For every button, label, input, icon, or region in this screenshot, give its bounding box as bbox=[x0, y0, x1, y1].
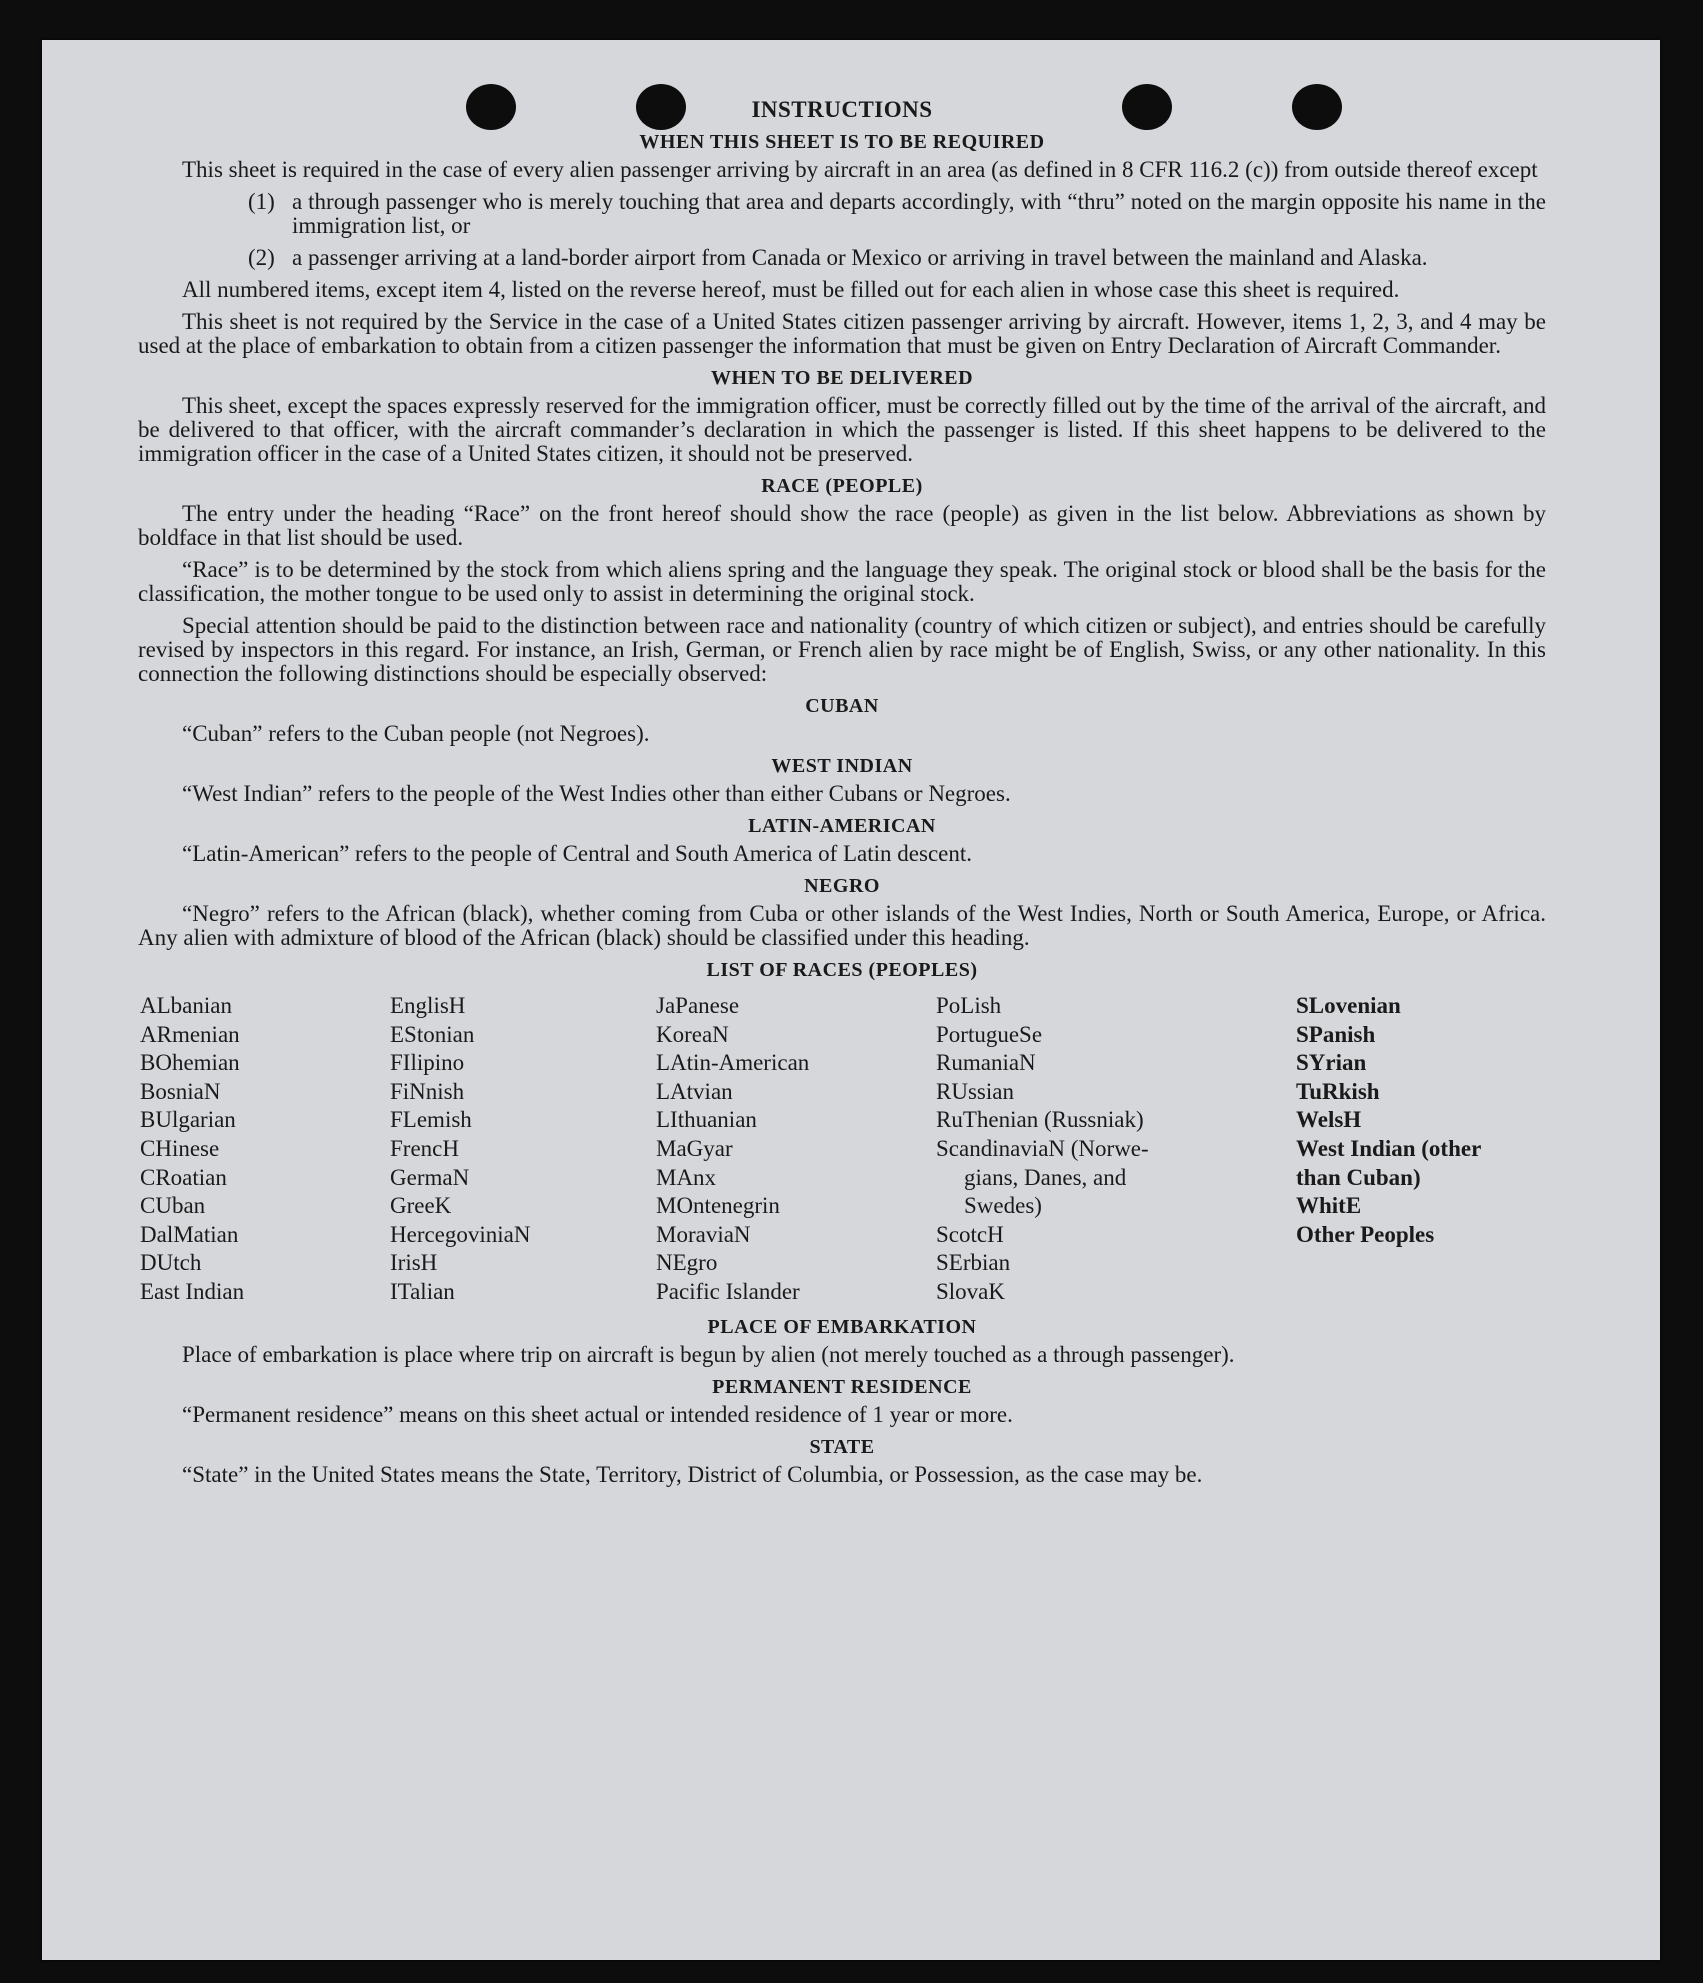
section-heading: WHEN TO BE DELIVERED bbox=[710, 367, 974, 389]
section-heading: WHEN THIS SHEET IS TO BE REQUIRED bbox=[639, 131, 1045, 153]
section-heading: CUBAN bbox=[805, 695, 879, 717]
race-column bbox=[656, 992, 936, 1307]
paragraph: “Race” is to be determined by the stock from which aliens spring and the language they speak. The original stock or blood shall be the basis for the classification, the mother tongue to be used only to assist in determining the original stock. bbox=[138, 557, 1546, 606]
race-list bbox=[140, 992, 1546, 1307]
race-column bbox=[390, 992, 656, 1307]
race-entry: MOntenegrin bbox=[656, 1193, 780, 1219]
race-entry: GermaN bbox=[390, 1164, 470, 1190]
paragraph: Place of embarkation is place where trip on aircraft is begun by alien (not merely touched as a through passenger). bbox=[182, 1341, 1235, 1367]
race-entry: FLemish bbox=[390, 1107, 472, 1133]
race-entry: WelsH bbox=[1296, 1107, 1362, 1133]
race-entry: EStonian bbox=[390, 1021, 475, 1047]
exception-item bbox=[248, 246, 1546, 270]
section-heading: LATIN-AMERICAN bbox=[748, 815, 936, 837]
race-entry: West Indian (other bbox=[1296, 1135, 1482, 1161]
instructions-content bbox=[138, 98, 1546, 1495]
race-entry: SErbian bbox=[936, 1250, 1011, 1276]
race-entry: IrisH bbox=[390, 1250, 438, 1276]
race-entry: ScandinaviaN (Norwe- bbox=[936, 1135, 1149, 1161]
race-entry: CUban bbox=[140, 1193, 206, 1219]
race-entry: Other Peoples bbox=[1296, 1221, 1435, 1247]
race-entry: WhitE bbox=[1296, 1193, 1362, 1219]
section-heading: LIST OF RACES (PEOPLES) bbox=[706, 959, 978, 981]
paragraph: “Latin-American” refers to the people of Central and South America of Latin descent. bbox=[182, 841, 972, 866]
paragraph: “Permanent residence” means on this sheet actual or intended residence of 1 year or more. bbox=[182, 1401, 1013, 1427]
race-entry: DalMatian bbox=[140, 1221, 239, 1247]
race-entry: PortugueSe bbox=[936, 1021, 1043, 1047]
document-sheet bbox=[42, 40, 1660, 1960]
paragraph: “State” in the United States means the State, Territory, District of Columbia, or Possession, as the case may be. bbox=[182, 1461, 1203, 1487]
race-entry: JaPanese bbox=[656, 993, 740, 1018]
item-text: a through passenger who is merely touching that area and departs accordingly, with “thru” noted on the margin opposite his name in the immigration list, or bbox=[292, 189, 1546, 238]
race-entry: gians, Danes, and bbox=[964, 1164, 1127, 1190]
page-title: INSTRUCTIONS bbox=[751, 97, 933, 122]
race-entry: RumaniaN bbox=[936, 1050, 1036, 1076]
race-entry: ScotcH bbox=[936, 1221, 1004, 1247]
race-entry: RUssian bbox=[936, 1078, 1014, 1104]
section-heading: PLACE OF EMBARKATION bbox=[707, 1315, 977, 1338]
race-entry: SYrian bbox=[1296, 1050, 1367, 1076]
section-heading: PERMANENT RESIDENCE bbox=[712, 1375, 972, 1398]
race-entry: SLovenian bbox=[1296, 993, 1401, 1018]
section-heading: RACE (PEOPLE) bbox=[761, 475, 923, 497]
paragraph: “Negro” refers to the African (black), whether coming from Cuba or other islands of the West Indies, North or South America, Europe, or Africa. Any alien with admixture of blood of the African (black) should be classified under this heading. bbox=[138, 901, 1546, 950]
race-entry: LIthuanian bbox=[656, 1107, 757, 1133]
race-entry: HercegoviniaN bbox=[390, 1221, 531, 1247]
item-number: (2) bbox=[248, 245, 275, 270]
race-entry: FiNnish bbox=[390, 1078, 465, 1104]
race-entry: MoraviaN bbox=[656, 1221, 751, 1247]
race-entry: PoLish bbox=[936, 993, 1002, 1018]
race-entry: CRoatian bbox=[140, 1164, 227, 1190]
paragraph: Special attention should be paid to the distinction between race and nationality (country of which citizen or subject), and entries should be carefully revised by inspectors in this regard. For instance, an Irish, German, or French alien by race might be of English, Swiss, or any other nationality. In this connection the following distinctions should be especially observed: bbox=[138, 613, 1546, 686]
race-entry: LAtvian bbox=[656, 1078, 733, 1104]
race-entry: ALbanian bbox=[140, 993, 232, 1018]
race-entry: Swedes) bbox=[964, 1193, 1042, 1219]
race-entry: MAnx bbox=[656, 1164, 717, 1190]
paragraph: This sheet, except the spaces expressly reserved for the immigration officer, must be correctly filled out by the time of the arrival of the aircraft, and be delivered to that officer, with the aircraft commander’s declaration in which the passenger is listed. If this sheet happens to be delivered to the immigration officer in the case of a United States citizen, it should not be preserved. bbox=[138, 393, 1546, 466]
section-heading: WEST INDIAN bbox=[771, 755, 913, 777]
paragraph: All numbered items, except item 4, listed on the reverse hereof, must be filled out for each alien in whose case this sheet is required. bbox=[182, 277, 1400, 302]
race-entry: SPanish bbox=[1296, 1021, 1376, 1047]
race-entry: EnglisH bbox=[390, 993, 466, 1018]
race-entry: BosniaN bbox=[140, 1078, 221, 1104]
paragraph: This sheet is not required by the Service in the case of a United States citizen passenger arriving by aircraft. However, items 1, 2, 3, and 4 may be used at the place of embarkation to obtain from a citizen passenger the information that must be given on Entry Declaration of Aircraft Commander. bbox=[138, 309, 1546, 358]
race-entry: ITalian bbox=[390, 1278, 455, 1304]
race-entry: Pacific Islander bbox=[656, 1278, 800, 1304]
race-entry: than Cuban) bbox=[1296, 1164, 1421, 1190]
race-entry: ARmenian bbox=[140, 1021, 240, 1047]
race-entry: LAtin-American bbox=[656, 1050, 810, 1076]
race-entry: BUlgarian bbox=[140, 1107, 236, 1133]
paragraph: “West Indian” refers to the people of the West Indies other than either Cubans or Negroes. bbox=[182, 781, 1011, 806]
race-entry: KoreaN bbox=[656, 1021, 729, 1047]
section-heading: STATE bbox=[809, 1435, 875, 1458]
item-text: a passenger arriving at a land-border airport from Canada or Mexico or arriving in travel between the mainland and Alaska. bbox=[292, 245, 1428, 270]
exception-item bbox=[248, 190, 1546, 238]
race-entry: East Indian bbox=[140, 1278, 245, 1304]
paragraph: The entry under the heading “Race” on the front hereof should show the race (people) as given in the list below. Abbreviations as shown by boldface in that list should be used. bbox=[138, 501, 1546, 550]
race-entry: MaGyar bbox=[656, 1135, 733, 1161]
race-entry: BOhemian bbox=[140, 1050, 240, 1076]
paragraph: This sheet is required in the case of every alien passenger arriving by aircraft in an area (as defined in 8 CFR 116.2 (c)) from outside thereof except bbox=[182, 157, 1538, 182]
section-heading: NEGRO bbox=[804, 875, 880, 897]
race-entry: TuRkish bbox=[1296, 1078, 1380, 1104]
race-entry: CHinese bbox=[140, 1135, 220, 1161]
paragraph: “Cuban” refers to the Cuban people (not Negroes). bbox=[182, 721, 650, 746]
race-column bbox=[140, 992, 390, 1307]
race-entry: RuThenian (Russniak) bbox=[936, 1107, 1144, 1133]
race-entry: DUtch bbox=[140, 1250, 202, 1276]
race-entry: NEgro bbox=[656, 1250, 718, 1276]
race-entry: GreeK bbox=[390, 1193, 452, 1219]
race-column bbox=[1296, 992, 1548, 1307]
race-entry: FrencH bbox=[390, 1135, 459, 1161]
item-number: (1) bbox=[248, 189, 275, 214]
race-column bbox=[936, 992, 1296, 1307]
race-entry: SlovaK bbox=[936, 1278, 1005, 1304]
race-entry: FIlipino bbox=[390, 1050, 465, 1076]
